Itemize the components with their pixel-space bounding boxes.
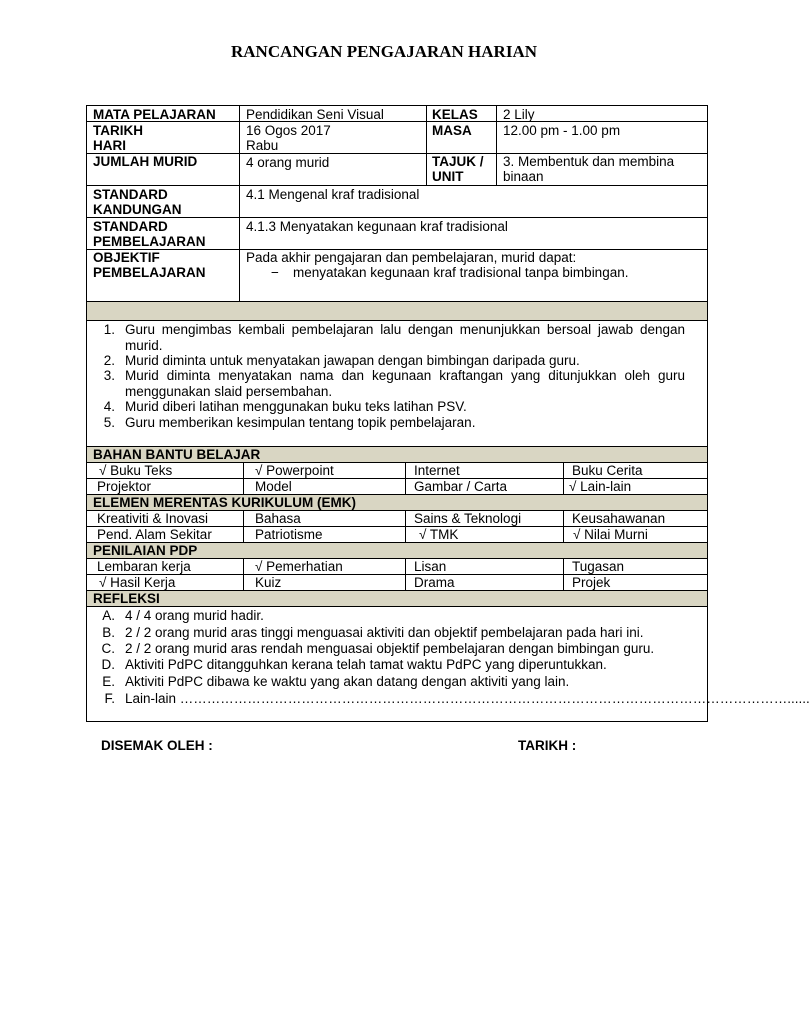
page-title: RANCANGAN PENGAJARAN HARIAN <box>231 42 537 61</box>
standard-kandungan-label-1: STANDARD <box>93 187 168 202</box>
objektif-label-1: OBJEKTIF <box>93 250 160 265</box>
bbb-cell: √ Lain-lain <box>569 479 632 494</box>
refleksi-item <box>95 608 705 624</box>
step-number: 3. <box>103 368 115 383</box>
bbb-cell: Projektor <box>97 479 152 494</box>
objektif-item: menyatakan kegunaan kraf tradisional tanpa bimbingan. <box>293 265 629 280</box>
emk-cell: Pend. Alam Sekitar <box>97 527 212 542</box>
emk-cell: Bahasa <box>255 511 301 526</box>
masa-value: 12.00 pm - 1.00 pm <box>503 123 621 138</box>
emk-header: ELEMEN MERENTAS KURIKULUM (EMK) <box>93 495 356 510</box>
step-item <box>95 353 705 369</box>
refleksi-text: Aktiviti PdPC ditangguhkan kerana telah tamat waktu PdPC yang diperuntukkan. <box>125 657 607 672</box>
emk-cell: √ TMK <box>419 527 459 542</box>
standard-kandungan-label-2: KANDUNGAN <box>93 202 182 217</box>
objektif-dash: − <box>271 265 279 280</box>
standard-kandungan-value: 4.1 Mengenal kraf tradisional <box>246 187 420 202</box>
pdp-cell: Lisan <box>414 559 447 574</box>
blank-shaded-row <box>87 301 707 320</box>
step-text: Guru mengimbas kembali pembelajaran lalu dengan menunjukkan bersoal jawab dengan murid. <box>125 322 685 353</box>
step-text: Murid diminta menyatakan nama dan kegunaan kraftangan yang ditunjukkan oleh guru menggunakan slaid persembahan. <box>125 368 685 399</box>
emk-cell: Kreativiti & Inovasi <box>97 511 209 526</box>
jumlah-murid-label: JUMLAH MURID <box>93 154 198 169</box>
step-item <box>95 415 705 431</box>
emk-cell: Keusahawanan <box>572 511 666 526</box>
standard-pembelajaran-value: 4.1.3 Menyatakan kegunaan kraf tradisional <box>246 219 508 234</box>
refleksi-text: Aktiviti PdPC dibawa ke waktu yang akan datang dengan aktiviti yang lain. <box>125 674 570 689</box>
kelas-value: 2 Lily <box>503 107 535 122</box>
kelas-label: KELAS <box>432 107 478 122</box>
masa-label: MASA <box>432 123 472 138</box>
bbb-cell: Model <box>255 479 292 494</box>
refleksi-item <box>95 625 705 641</box>
objektif-label-2: PEMBELAJARAN <box>93 265 206 280</box>
standard-pembelajaran-label-2: PEMBELAJARAN <box>93 234 206 249</box>
disemak-oleh-label: DISEMAK OLEH : <box>101 738 213 753</box>
refleksi-item <box>95 641 705 657</box>
bbb-header: BAHAN BANTU BELAJAR <box>93 447 261 462</box>
emk-cell: Sains & Teknologi <box>414 511 522 526</box>
pdp-cell: √ Hasil Kerja <box>99 575 176 590</box>
step-item <box>95 399 705 415</box>
refleksi-letter: E. <box>102 674 115 689</box>
hari-value: Rabu <box>246 138 279 153</box>
hari-label: HARI <box>93 138 126 153</box>
standard-pembelajaran-label-1: STANDARD <box>93 219 168 234</box>
refleksi-letter: C. <box>101 641 115 656</box>
step-number: 2. <box>103 353 115 368</box>
pdp-cell: Lembaran kerja <box>97 559 191 574</box>
bbb-cell: Internet <box>414 463 460 478</box>
refleksi-letter: B. <box>102 625 115 640</box>
emk-cell: Patriotisme <box>255 527 323 542</box>
objektif-intro: Pada akhir pengajaran dan pembelajaran, murid dapat: <box>246 250 577 265</box>
pdp-cell: Drama <box>414 575 455 590</box>
pdp-header: PENILAIAN PDP <box>93 543 198 558</box>
refleksi-letter: A. <box>102 608 115 623</box>
refleksi-header-band <box>87 590 707 606</box>
refleksi-letter: D. <box>101 657 115 672</box>
tajuk-label: TAJUK / <box>432 154 484 169</box>
tarikh-label: TARIKH <box>93 123 143 138</box>
mata-pelajaran-label: MATA PELAJARAN <box>93 107 216 122</box>
refleksi-header: REFLEKSI <box>93 591 160 606</box>
step-number: 5. <box>103 415 115 430</box>
refleksi-letter: F. <box>104 691 115 706</box>
emk-cell: √ Nilai Murni <box>573 527 648 542</box>
tarikh-footer-label: TARIKH : <box>518 738 577 753</box>
pdp-cell: Tugasan <box>572 559 625 574</box>
refleksi-item <box>95 674 705 690</box>
bbb-cell: Gambar / Carta <box>414 479 508 494</box>
step-number: 1. <box>103 322 115 337</box>
unit-label: UNIT <box>432 169 464 184</box>
pdp-cell: √ Pemerhatian <box>255 559 343 574</box>
lesson-plan-table <box>86 105 810 722</box>
refleksi-text: 2 / 2 orang murid aras rendah menguasai objektif pembelajaran dengan bimbingan guru. <box>125 641 655 656</box>
step-text: Murid diberi latihan menggunakan buku teks latihan PSV. <box>125 399 467 414</box>
tarikh-value: 16 Ogos 2017 <box>246 123 331 138</box>
bbb-cell: Buku Cerita <box>572 463 643 478</box>
refleksi-item <box>95 657 705 673</box>
pdp-cell: Kuiz <box>255 575 282 590</box>
bbb-cell: √ Powerpoint <box>255 463 334 478</box>
pdp-cell: Projek <box>572 575 611 590</box>
step-text: Guru memberikan kesimpulan tentang topik pembelajaran. <box>125 415 476 430</box>
step-item <box>95 322 705 353</box>
jumlah-murid-value: 4 orang murid <box>246 155 330 170</box>
step-text: Murid diminta untuk menyatakan jawapan dengan bimbingan daripada guru. <box>125 353 580 368</box>
bbb-cell: √ Buku Teks <box>99 463 173 478</box>
mata-pelajaran-value: Pendidikan Seni Visual <box>246 107 384 122</box>
tajuk-value: 3. Membentuk dan membina binaan <box>503 154 675 184</box>
refleksi-item <box>95 691 810 707</box>
step-item <box>95 368 705 399</box>
step-number: 4. <box>103 399 115 414</box>
refleksi-text: Lain-lain ………………………………………………………………………………………………………………………...... <box>125 691 810 706</box>
refleksi-text: 4 / 4 orang murid hadir. <box>125 608 264 623</box>
refleksi-text: 2 / 2 orang murid aras tinggi menguasai aktiviti dan objektif pembelajaran pada hari ini. <box>125 625 644 640</box>
